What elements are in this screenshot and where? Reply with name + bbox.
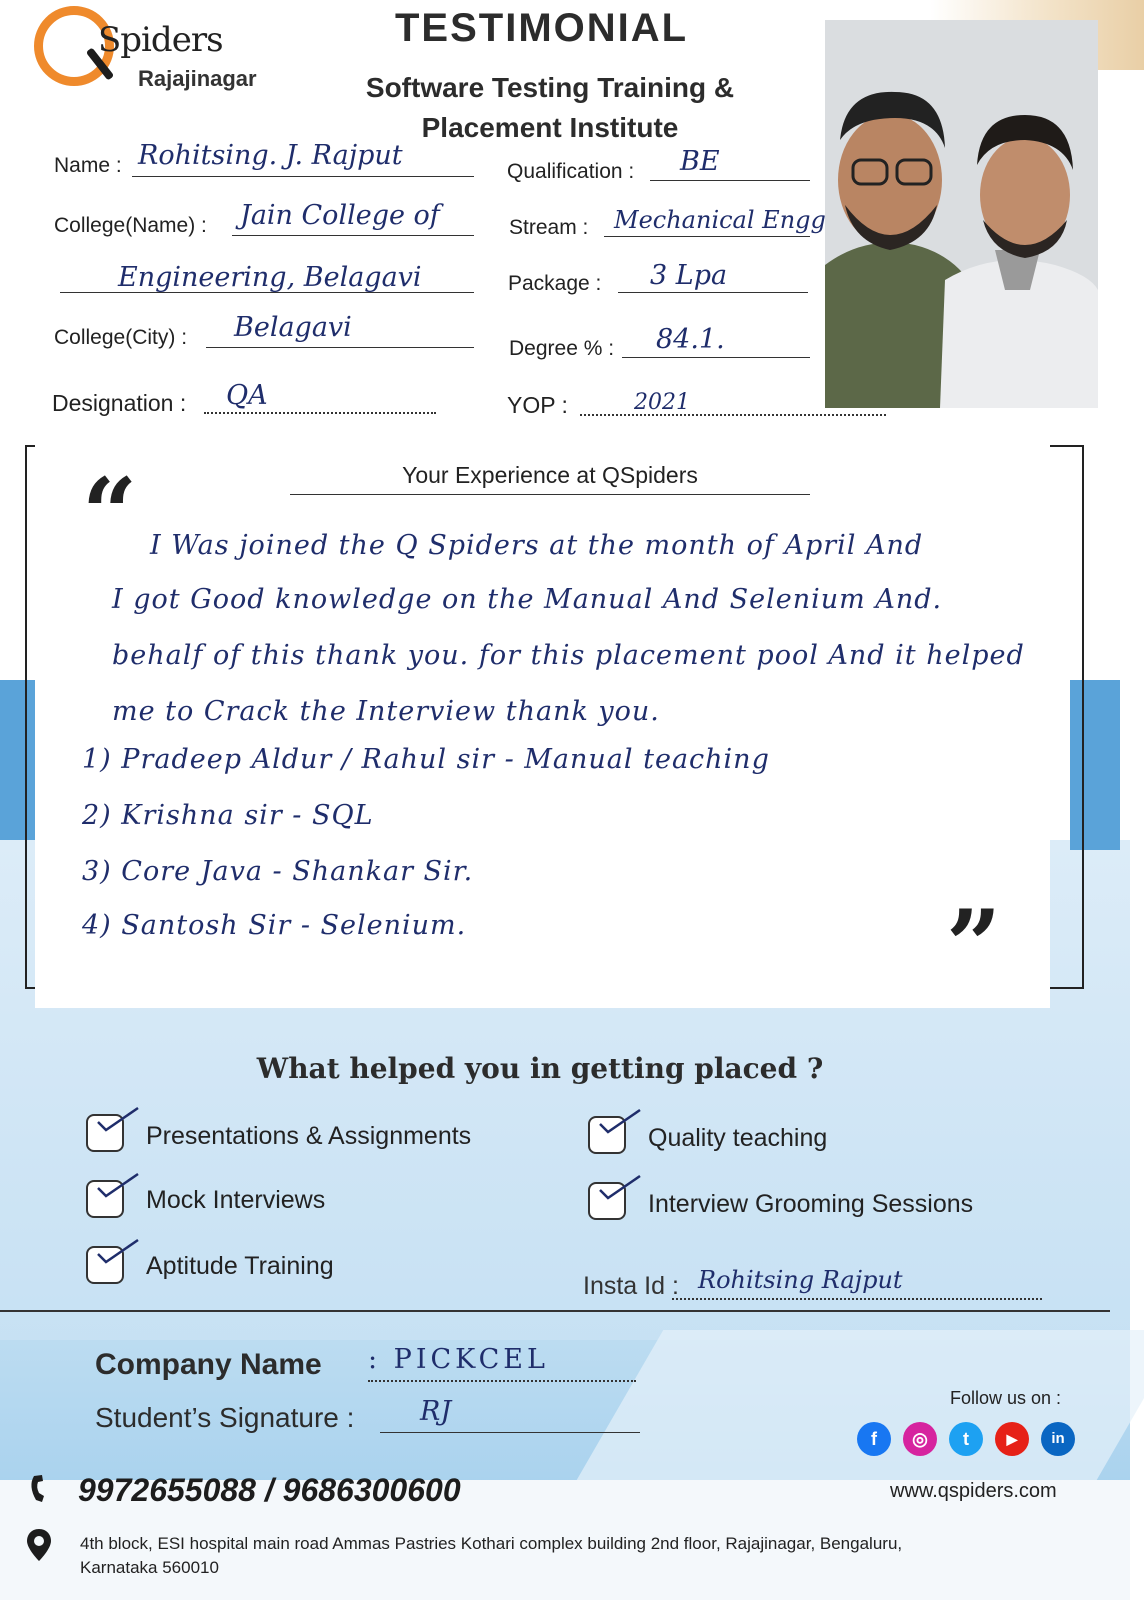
degree-label: Degree % :: [509, 337, 615, 360]
check-mark-icon: [96, 1238, 140, 1264]
designation-label: Designation :: [52, 390, 187, 416]
city-value: Belagavi: [234, 312, 352, 343]
college-value-line1: Jain College of: [240, 200, 440, 231]
signature-value: RJ: [420, 1396, 452, 1427]
logo-text: Spiders: [98, 20, 223, 60]
linkedin-icon[interactable]: in: [1041, 1422, 1075, 1456]
yop-label: YOP :: [507, 392, 568, 418]
degree-value: 84.1.: [656, 324, 725, 355]
option-label: Presentations & Assignments: [146, 1122, 472, 1150]
name-value: Rohitsing. J. Rajput: [138, 140, 403, 171]
page-title: TESTIMONIAL: [395, 6, 689, 50]
stream-value: Mechanical Engg: [614, 206, 826, 234]
experience-line: me to Crack the Interview thank you.: [112, 696, 660, 727]
option-label: Quality teaching: [648, 1124, 828, 1152]
name-label: Name :: [54, 154, 122, 177]
yop-underline: [580, 414, 886, 416]
city-underline: [206, 347, 474, 348]
location-icon: [26, 1528, 52, 1562]
close-quote-icon: ”: [946, 889, 1002, 1002]
signature-label: Student’s Signature :: [95, 1402, 355, 1433]
insta-underline: [672, 1298, 1042, 1300]
student-photo: [825, 20, 1098, 408]
address: 4th block, ESI hospital main road Ammas Pastries Kothari complex building 2nd floor, Rajajinagar, Bengaluru, Karnataka 560010: [80, 1534, 903, 1577]
yop-value: 2021: [634, 390, 690, 415]
check-mark-icon: [96, 1106, 140, 1132]
college-label: College(Name) :: [54, 214, 207, 237]
option-label: Aptitude Training: [146, 1252, 334, 1280]
checkbox-presentations[interactable]: [86, 1114, 124, 1152]
experience-line: behalf of this thank you. for this placement pool And it helped: [112, 640, 1025, 671]
experience-line: 4) Santosh Sir - Selenium.: [82, 910, 467, 941]
helped-title: What helped you in getting placed ?: [256, 1052, 824, 1085]
company-label: Company Name: [95, 1348, 322, 1381]
qualification-label: Qualification :: [507, 160, 635, 183]
twitter-icon[interactable]: t: [949, 1422, 983, 1456]
stream-label: Stream :: [509, 216, 589, 239]
website-link[interactable]: www.qspiders.com: [890, 1480, 1057, 1502]
package-label: Package :: [508, 272, 602, 295]
logo-branch: Rajajinagar: [138, 66, 257, 91]
checkbox-mock-interviews[interactable]: [86, 1180, 124, 1218]
check-mark-icon: [598, 1108, 642, 1134]
footer-divider: [0, 1310, 1110, 1312]
phone-icon: [28, 1474, 52, 1504]
checkbox-aptitude[interactable]: [86, 1246, 124, 1284]
signature-underline: [380, 1432, 640, 1433]
designation-underline: [204, 412, 436, 414]
checkbox-quality-teaching[interactable]: [588, 1116, 626, 1154]
open-quote-icon: “: [82, 457, 138, 570]
designation-value: QA: [226, 380, 268, 411]
experience-line: 3) Core Java - Shankar Sir.: [82, 856, 474, 887]
option-label: Interview Grooming Sessions: [648, 1190, 974, 1218]
qualification-value: BE: [680, 146, 720, 177]
instagram-icon[interactable]: ◎: [903, 1422, 937, 1456]
check-mark-icon: [96, 1172, 140, 1198]
phone-numbers: 9972655088 / 9686300600: [78, 1472, 461, 1508]
insta-label: Insta Id :: [583, 1272, 679, 1300]
company-underline: [368, 1380, 636, 1382]
experience-title: Your Experience at QSpiders: [402, 462, 698, 488]
experience-line: 1) Pradeep Aldur / Rahul sir - Manual teaching: [82, 744, 770, 775]
college-underline-2: [60, 292, 474, 293]
check-mark-icon: [598, 1174, 642, 1200]
name-underline: [132, 176, 474, 177]
experience-line: 2) Krishna sir - SQL: [82, 800, 374, 831]
package-value: 3 Lpa: [650, 260, 728, 291]
college-underline-1: [232, 235, 474, 236]
insta-value: Rohitsing Rajput: [698, 1266, 903, 1294]
college-value-line2: Engineering, Belagavi: [118, 262, 422, 293]
follow-label: Follow us on :: [950, 1388, 1062, 1408]
qualification-underline: [650, 180, 810, 181]
stream-underline: [604, 236, 810, 237]
facebook-icon[interactable]: f: [857, 1422, 891, 1456]
experience-title-underline: [290, 494, 810, 495]
degree-underline: [622, 357, 810, 358]
option-label: Mock Interviews: [146, 1186, 326, 1214]
youtube-icon[interactable]: ▶: [995, 1422, 1029, 1456]
package-underline: [618, 292, 808, 293]
city-label: College(City) :: [54, 326, 188, 349]
experience-line: I Was joined the Q Spiders at the month of April And: [150, 530, 924, 561]
experience-line: I got Good knowledge on the Manual And Selenium And.: [112, 584, 943, 615]
checkbox-grooming[interactable]: [588, 1182, 626, 1220]
company-value: : PICKCEL: [368, 1344, 549, 1375]
page-subtitle: Software Testing Training & Placement Institute: [365, 72, 735, 143]
